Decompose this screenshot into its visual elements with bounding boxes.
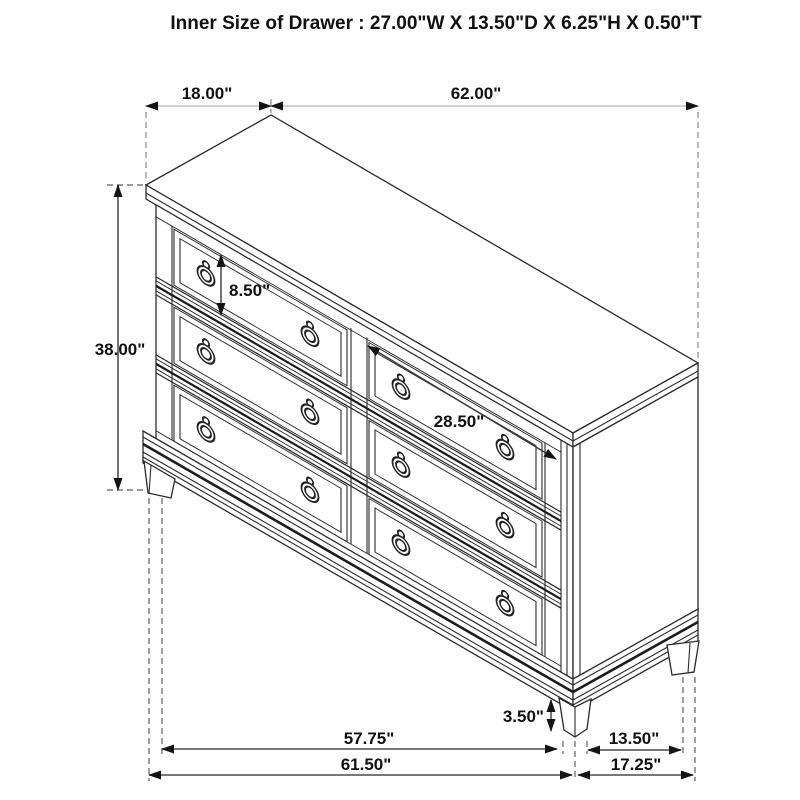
dim-label-drawer-width: 28.50" xyxy=(433,412,485,431)
dim-label-top-width: 62.00" xyxy=(450,84,502,103)
diagram-title: Inner Size of Drawer : 27.00"W X 13.50"D X 6.25"H X 0.50"T xyxy=(170,13,702,34)
back-right-leg xyxy=(667,641,699,675)
dresser-illustration xyxy=(143,115,699,737)
dim-label-top-depth: 18.00" xyxy=(181,84,233,103)
dim-label-side-overall-depth: 17.25" xyxy=(610,755,662,774)
dim-label-height: 38.00" xyxy=(94,340,146,359)
dim-label-leg-height: 3.50" xyxy=(502,707,544,726)
dim-label-drawer-height: 8.50" xyxy=(229,281,271,300)
dim-label-front-inner-width: 57.75" xyxy=(343,729,395,748)
dim-label-front-overall-width: 61.50" xyxy=(340,755,392,774)
dim-label-side-inner-depth: 13.50" xyxy=(608,729,660,748)
